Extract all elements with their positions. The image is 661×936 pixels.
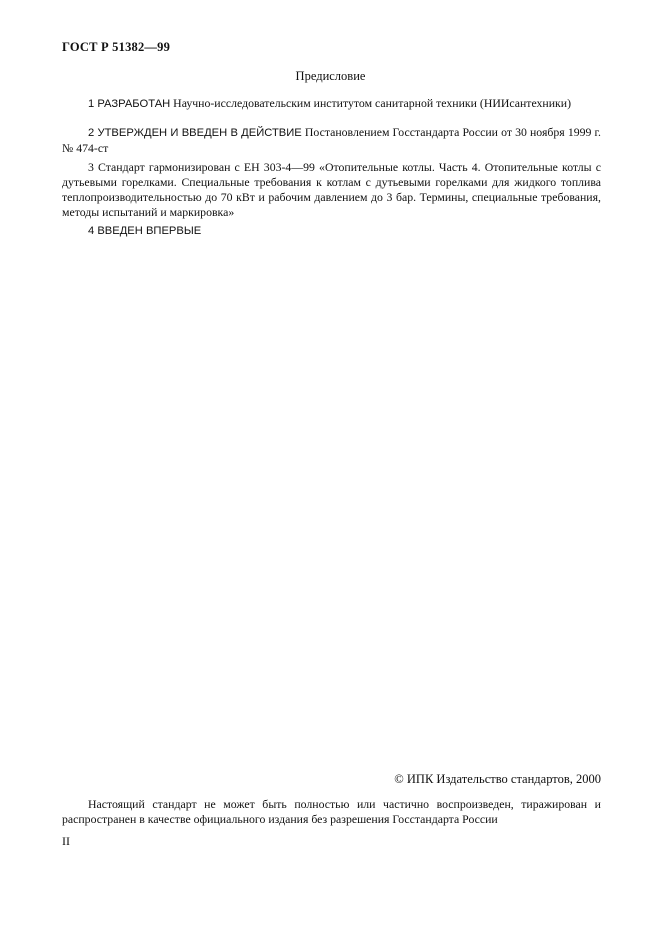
preface-item-text: 3 Стандарт гармонизирован с ЕН 303-4—99 «Отопительные котлы. Часть 4. Отопительные котлы с дутьевыми горелками. Специальные требования к котлам с дутьевыми горелками для жидкого топлива теплопроизводительностью до 70 кВт и рабочим давлением до 3 бар. Термины, специальные требования, методы испытаний и маркировка» (62, 160, 601, 219)
reproduction-notice: Настоящий стандарт не может быть полностью или частично воспроизведен, тиражирован и распространен в качестве официального издания без разрешения Госстандарта России (62, 797, 601, 826)
preface-item-text: Постановлением Госстандарта России от 30 ноября 1999 г. № 474-ст (62, 125, 601, 155)
preface-item-lead: 1 РАЗРАБОТАН (88, 98, 171, 110)
copyright-line: © ИПК Издательство стандартов, 2000 (394, 772, 601, 786)
standard-code: ГОСТ Р 51382—99 (62, 40, 171, 54)
preface-item-lead: 2 УТВЕРЖДЕН И ВВЕДЕН В ДЕЙСТВИЕ (88, 127, 302, 139)
preface-item-harmonized (62, 160, 601, 220)
preface-item-introduced (62, 223, 601, 239)
preface-item-lead: 4 ВВЕДЕН ВПЕРВЫЕ (88, 225, 202, 237)
preface-item-approved (62, 125, 601, 156)
page-number: II (62, 834, 70, 848)
preface-item-developed (62, 96, 601, 112)
preface-title: Предисловие (295, 69, 366, 83)
preface-item-text: Научно-исследовательским институтом санитарной техники (НИИсантехники) (170, 96, 572, 110)
